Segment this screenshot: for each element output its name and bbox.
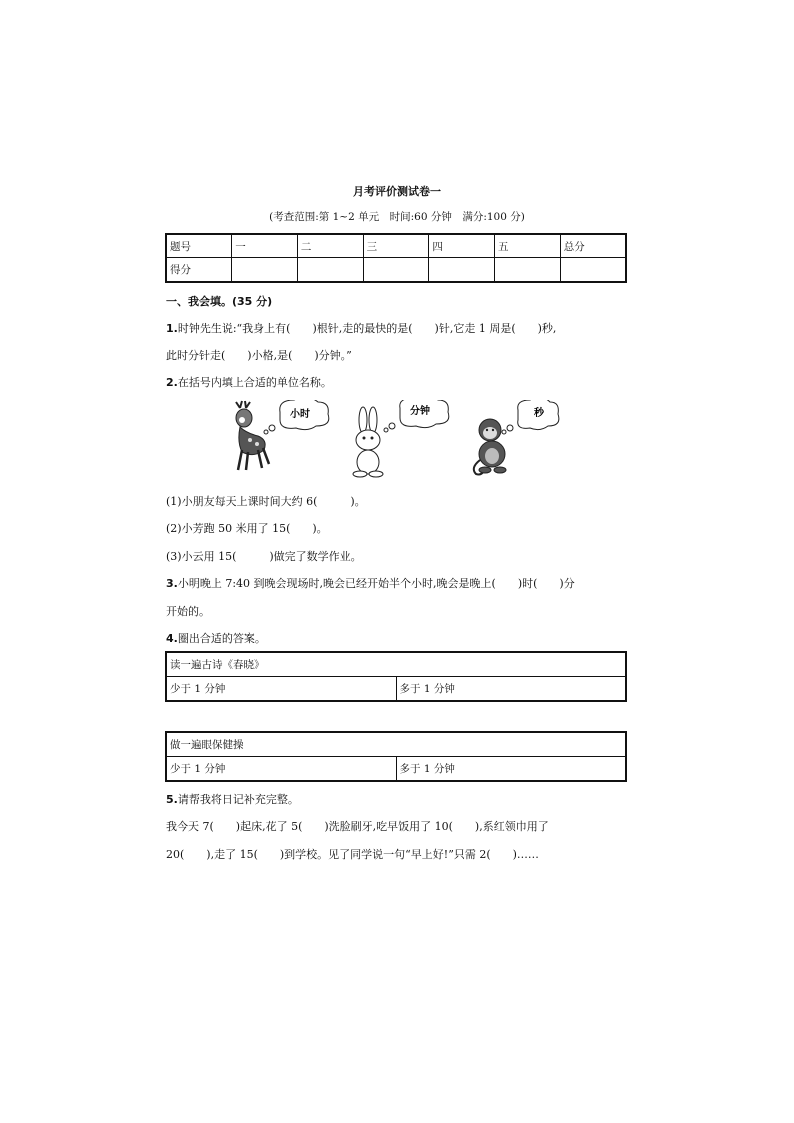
answer-table-poem bbox=[165, 651, 627, 702]
question-number: 2. bbox=[166, 376, 178, 389]
score-table bbox=[165, 233, 627, 283]
activity-cell: 做一遍眼保健操 bbox=[166, 732, 626, 757]
score-input-cell[interactable] bbox=[560, 258, 626, 283]
option-less-than-minute[interactable]: 少于 1 分钟 bbox=[166, 757, 396, 782]
score-input-cell[interactable] bbox=[363, 258, 429, 283]
score-input-cell[interactable] bbox=[429, 258, 495, 283]
question-3-line-2: 开始的。 bbox=[166, 605, 210, 618]
score-input-cell[interactable] bbox=[232, 258, 298, 283]
question-1-line-1 bbox=[166, 320, 556, 336]
score-table-header-row bbox=[166, 234, 626, 258]
score-table-score-row bbox=[166, 258, 626, 283]
option-less-than-minute[interactable]: 少于 1 分钟 bbox=[166, 677, 396, 702]
score-header-cell: 五 bbox=[495, 234, 561, 258]
question-number: 1. bbox=[166, 322, 178, 335]
question-2-item-1: (1)小朋友每天上课时间大约 6( )。 bbox=[166, 495, 366, 508]
speech-bubble-minutes bbox=[384, 400, 449, 432]
rabbit-icon bbox=[353, 407, 383, 477]
question-3-line-1 bbox=[166, 575, 575, 591]
score-header-cell: 二 bbox=[297, 234, 363, 258]
score-row-label: 得分 bbox=[166, 258, 232, 283]
activity-cell: 读一遍古诗《春晓》 bbox=[166, 652, 626, 677]
score-header-cell: 一 bbox=[232, 234, 298, 258]
question-text: 请帮我将日记补充完整。 bbox=[177, 793, 299, 806]
question-text: 在括号内填上合适的单位名称。 bbox=[177, 376, 332, 389]
score-header-cell: 四 bbox=[429, 234, 495, 258]
monkey-icon bbox=[474, 419, 506, 475]
score-header-cell: 题号 bbox=[166, 234, 232, 258]
option-more-than-minute[interactable]: 多于 1 分钟 bbox=[396, 757, 626, 782]
question-1-line-2: 此时分针走( )小格,是( )分钟。” bbox=[166, 349, 352, 362]
speech-bubble-seconds bbox=[502, 400, 559, 434]
question-number: 5. bbox=[166, 793, 178, 806]
answer-table-eye-exercise bbox=[165, 731, 627, 782]
question-5-line-2: 20( ),走了 15( )到学校。见了同学说一句“早上好!”只需 2( )…… bbox=[166, 848, 539, 861]
question-2-item-3: (3)小云用 15( )做完了数学作业。 bbox=[166, 550, 362, 563]
question-number: 3. bbox=[166, 577, 178, 590]
speech-bubble-hours bbox=[264, 400, 329, 434]
question-4 bbox=[166, 630, 266, 646]
exam-scope-subtitle: (考查范围:第 1~2 单元 时间:60 分钟 满分:100 分) bbox=[269, 211, 525, 223]
question-number: 4. bbox=[166, 632, 178, 645]
score-header-cell: 三 bbox=[363, 234, 429, 258]
bubble-label: 分钟 bbox=[410, 406, 430, 417]
bubble-label: 秒 bbox=[534, 408, 544, 419]
deer-icon bbox=[236, 401, 269, 470]
question-text: 时钟先生说:“我身上有( )根针,走的最快的是( )针,它走 1 周是( )秒, bbox=[177, 322, 557, 335]
score-input-cell[interactable] bbox=[297, 258, 363, 283]
option-more-than-minute[interactable]: 多于 1 分钟 bbox=[396, 677, 626, 702]
bubble-label: 小时 bbox=[290, 409, 310, 420]
section-heading: 一、我会填。(35 分) bbox=[166, 295, 273, 308]
question-2-item-2: (2)小芳跑 50 米用了 15( )。 bbox=[166, 522, 328, 535]
question-2 bbox=[166, 374, 332, 390]
question-text: 圈出合适的答案。 bbox=[177, 632, 266, 645]
score-input-cell[interactable] bbox=[495, 258, 561, 283]
page-title: 月考评价测试卷一 bbox=[353, 185, 441, 198]
score-header-cell: 总分 bbox=[560, 234, 626, 258]
question-5-line-1: 我今天 7( )起床,花了 5( )洗脸刷牙,吃早饭用了 10( ),系红领巾用了 bbox=[166, 820, 549, 833]
animal-illustration bbox=[220, 400, 560, 480]
question-text: 小明晚上 7:40 到晚会现场时,晚会已经开始半个小时,晚会是晚上( )时( )分 bbox=[177, 577, 575, 590]
question-5 bbox=[166, 791, 299, 807]
